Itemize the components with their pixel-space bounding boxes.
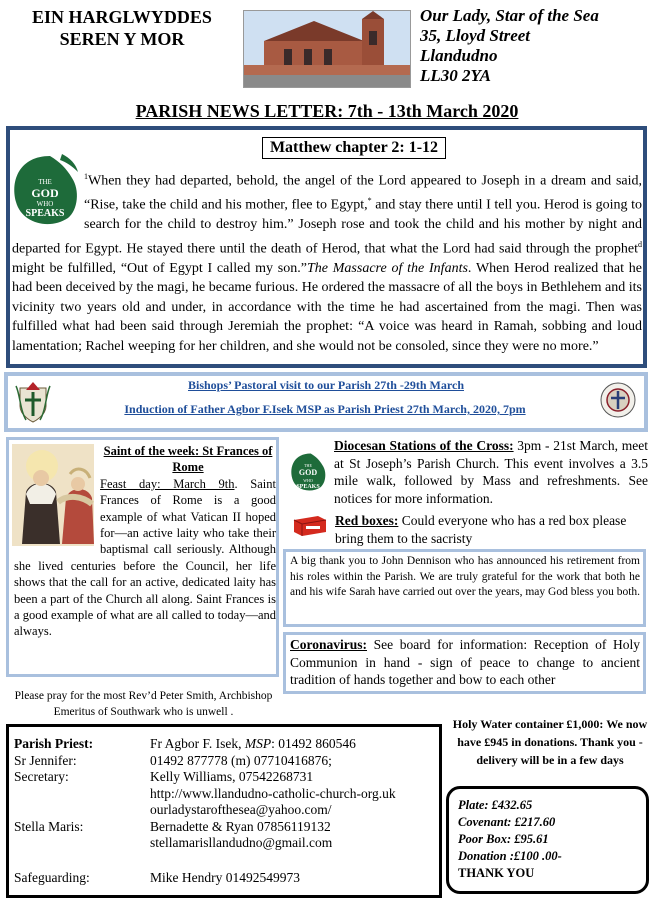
contact-row: Safeguarding: Mike Hendry 01492549973	[14, 869, 300, 885]
newsletter-title: PARISH NEWS LETTER: 7th - 13th March 2020	[135, 101, 519, 121]
holy-water-notice: Holy Water container £1,000: We now have £945 in donations. Thank you - delivery will be in a few days	[452, 717, 648, 767]
contact-row	[14, 835, 434, 852]
contact-row	[14, 786, 434, 803]
parish-address: Our Lady, Star of the Sea 35, Lloyd Street Llandudno LL30 2YA	[420, 6, 599, 85]
prayer-request: Please pray for the most Rev’d Peter Smith, Archbishop Emeritus of Southwark who is unwell .	[14, 690, 273, 718]
contact-row: Stella Maris: Bernadette & Ryan 07856119132	[14, 818, 331, 834]
saint-of-week-text: Saint of the week: St Frances of Rome Feast day: March 9th. Saint Frances of Rome is a good example of what Vatican II hoped for—an active laity who take their baptismal call seriously. Although she lived centuries before the Council, her life shows that the call for an active, dedicated laity has been a part of the Church all along. Saint Frances is a good example of what are all called to today—and always.	[14, 444, 276, 639]
feast-day: Feast day: March 9th	[100, 476, 235, 491]
saint-heading: Saint of the week: St Frances of Rome	[103, 444, 273, 475]
gospel-passage: $^1$When they had departed, behold, the angel of the Lord appeared to Joseph in a dream and said, “Rise, take the child and his mother, flee to Egypt,* and stay there until I tell you. Herod is going to search for the child to destroy him.” Joseph rose and took the child and his mother by night and departed for Egypt. He stayed there until the death of Herod, that what the Lord had said through the prophet$^d$ might be fulfilled, “Out of Egypt I called my son.”The Massacre of the Infants. When Herod realized that he had been deceived by the magi, he became furious. He ordered the massacre of all the boys in Bethlehem and its vicinity two years old and under, in accordance with the time he had ascertained from the magi. Then was fulfilled what had been said through Jeremiah the prophet: “A voice was heard in Ramah, sobbing and loud lamentation; Rachel weeping for her children, and she would not be consoled, since they were no more.”	[12, 172, 643, 354]
god-who-speaks-logo: THE GOD WHO SPEAKS	[10, 150, 80, 230]
parish-contacts	[14, 736, 434, 886]
bishop-crest-icon	[14, 380, 52, 424]
diocese-seal-icon	[600, 382, 636, 418]
contact-row: Parish Priest: Fr Agbor F. Isek, MSP: 01492 860546	[14, 736, 356, 751]
red-box-icon	[292, 514, 328, 536]
parish-welsh-name: EIN HARGLWYDDES SEREN Y MOR	[32, 7, 212, 49]
contact-row: Secretary: Kelly Williams, 07542268731	[14, 769, 314, 784]
contact-row: Sr Jennifer: 01492 877778 (m) 07710416876;	[14, 752, 332, 768]
collection-totals: Plate: £432.65 Covenant: £217.60 Poor Box: £95.61 Donation :£100 .00- THANK YOU	[458, 798, 562, 880]
stella-email-link[interactable]: stellamarisllandudno@gmail.com	[150, 835, 333, 850]
bishops-visit-link: Bishops’ Pastoral visit to our Parish 27th -29th March	[187, 378, 464, 392]
church-photo	[243, 10, 411, 88]
god-who-speaks-small-logo: THE GOD WHO SPEAKS	[289, 448, 327, 496]
website-link[interactable]: http://www.llandudno-catholic-church-org.uk	[150, 785, 396, 801]
induction-link: Induction of Father Agbor F.Isek MSP as Parish Priest 27th March, 2020, 7pm	[124, 402, 526, 416]
gospel-heading: Matthew chapter 2: 1-12	[262, 137, 446, 159]
email-link[interactable]: ourladystaroftheseа@yahoo.com/	[150, 802, 332, 817]
coronavirus-notice: Coronavirus: See board for information: Reception of Holy Communion in hand - sign of peace to change to ancient tradition of hands together and bow to each other	[290, 637, 640, 687]
thank-you-notice: A big thank you to John Dennison who has announced his retirement from his roles within the Parish. We are truly grateful for the work that both he and his wife Sarah have carried out over the years, may God bless you both.	[290, 555, 641, 598]
contact-row	[14, 802, 434, 819]
red-boxes-notice: Red boxes: Could everyone who has a red box please bring them to the sacristy	[335, 513, 627, 546]
stations-of-cross-notice: Diocesan Stations of the Cross: 3pm - 21st March, meet at St Joseph’s Parish Church. This event involves a 3.5 mile walk, followed by Mass and refreshments. See notices for more information.	[334, 438, 648, 506]
